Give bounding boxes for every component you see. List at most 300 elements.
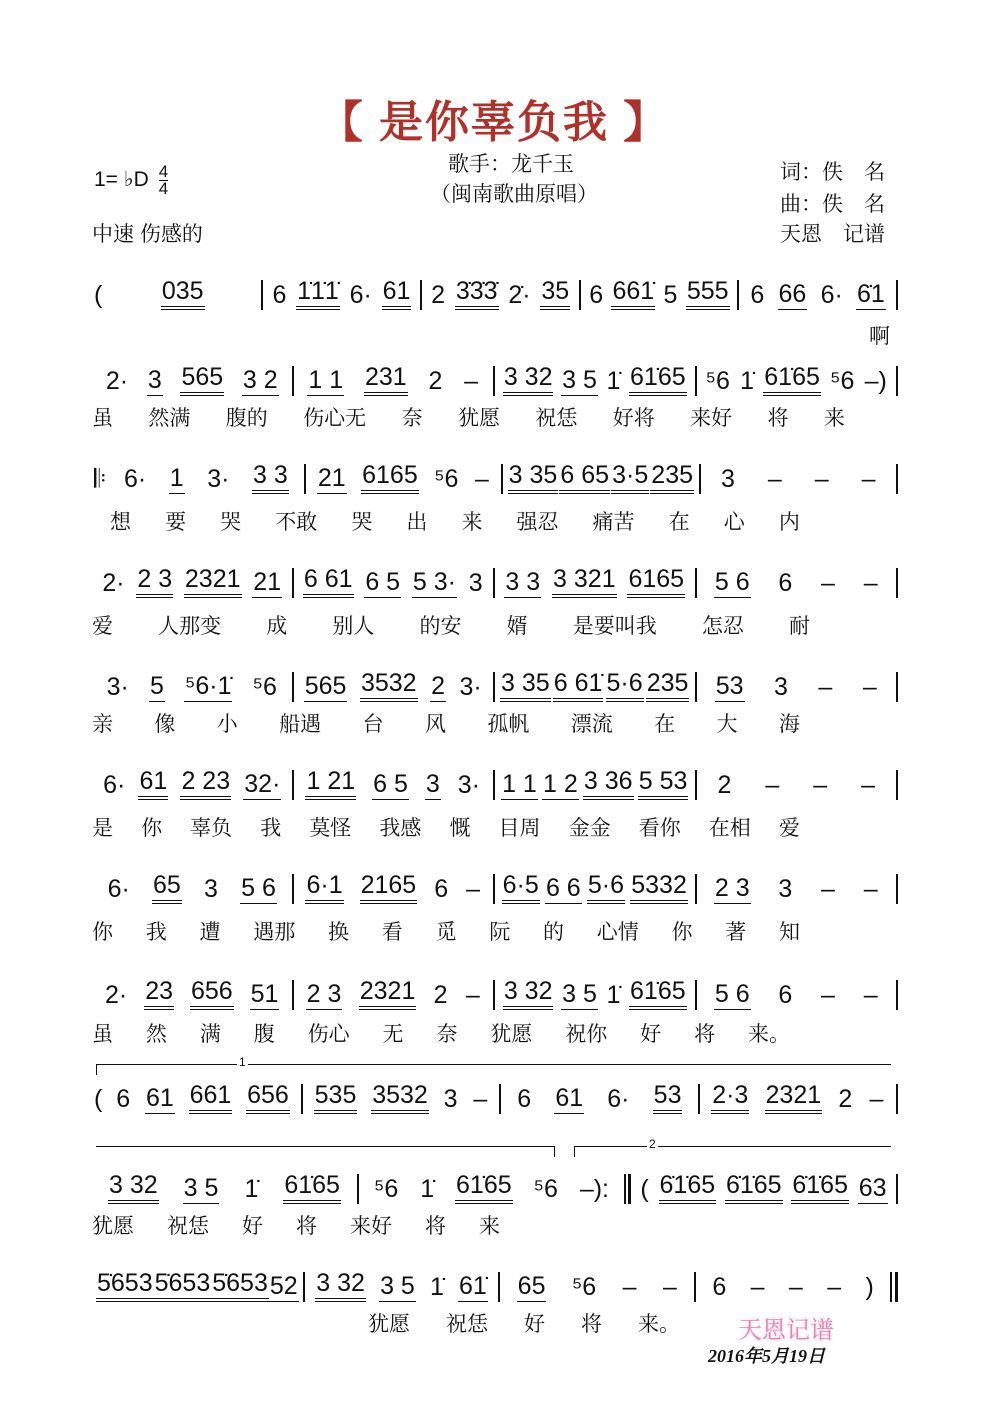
- barline: [896, 568, 898, 598]
- notation-line: [92, 670, 898, 702]
- lyric-syllable: 伤心无: [303, 407, 367, 430]
- note-group: –: [814, 465, 829, 493]
- volta-1-label: 1: [239, 1055, 246, 1069]
- note-group: –: [767, 465, 782, 493]
- note-group: (: [640, 1175, 649, 1203]
- note-group: –: [765, 771, 780, 799]
- repeat-end-barline: [624, 1174, 631, 1204]
- measure: [495, 872, 695, 904]
- note-group: 1̇: [420, 1175, 435, 1203]
- note-group: 3 3: [505, 568, 541, 596]
- lyric-syllable: 像: [154, 713, 176, 736]
- note-group: 6: [778, 569, 793, 597]
- note-group: 61̇65: [763, 364, 821, 396]
- lyric-syllable: 爱: [778, 817, 800, 840]
- lyric-syllable: 船遇: [279, 713, 322, 736]
- measure: [500, 1273, 694, 1302]
- note-group: 3532: [371, 1082, 429, 1114]
- measure: [700, 1082, 896, 1114]
- note-group: 3: [425, 770, 440, 798]
- note-group: –):: [579, 1175, 609, 1203]
- transcriber-stamp: 天恩记谱: [738, 1316, 834, 1344]
- lyrics-line: [92, 708, 800, 738]
- barline: [896, 280, 898, 310]
- notation-line: [92, 364, 898, 396]
- note-group: 3·: [459, 673, 482, 701]
- note-group: ⁵6·1̇: [184, 672, 232, 700]
- note-group: 2: [431, 281, 446, 309]
- note-group: 2·: [105, 367, 129, 395]
- barline: [896, 1084, 898, 1114]
- lyric-syllable: 无: [382, 1023, 404, 1046]
- measure: [631, 1172, 896, 1204]
- note-group: 6̇1̇65: [725, 1172, 783, 1204]
- note-group: 5332: [630, 872, 688, 904]
- measure: [92, 673, 292, 702]
- note-group: 3 3: [252, 462, 289, 494]
- measure: [739, 281, 896, 310]
- note-group: 3 32: [503, 978, 554, 1010]
- key: 1= ♭D: [94, 168, 149, 192]
- note-group: 565: [180, 364, 224, 396]
- lyric-syllable: 痛苦: [592, 511, 635, 534]
- note-group: 3 5: [562, 366, 597, 394]
- notation-line: [92, 566, 898, 598]
- note-group: –: [788, 1273, 803, 1301]
- singer: 歌手：龙千玉: [448, 153, 574, 176]
- lyric-syllable: 你: [141, 817, 163, 840]
- measure: [306, 462, 501, 494]
- note-group: 3: [468, 569, 483, 597]
- measure: [108, 462, 303, 494]
- note-group: –: [827, 1273, 842, 1301]
- lyric-syllable: 是要叫我: [572, 615, 657, 638]
- lyric-syllable: 婿: [506, 615, 528, 638]
- note-group: 61̇65: [283, 1172, 341, 1204]
- note-group: 535: [314, 1082, 358, 1114]
- lyric-syllable: 犹愿: [457, 407, 500, 430]
- note-group: 5 53: [638, 768, 689, 800]
- lyric-syllable: 在: [654, 713, 676, 736]
- lyricist: 词：佚 名: [780, 161, 885, 184]
- note-group: 6 61: [303, 566, 354, 598]
- note-group: 1̇: [244, 1175, 259, 1203]
- measure: [697, 673, 897, 702]
- lyric-syllable: 辜负: [190, 817, 233, 840]
- note-group: 3·5: [611, 462, 649, 494]
- note-group: 6·: [107, 875, 130, 903]
- note-group: –: [863, 569, 878, 597]
- measure: [495, 364, 695, 396]
- lyrics-line: [92, 402, 845, 432]
- note-group: –: [622, 1273, 637, 1301]
- note-group: –: [869, 1085, 884, 1113]
- note-group: –: [474, 465, 489, 493]
- note-group: 3: [778, 875, 793, 903]
- note-group: 6 61̇: [553, 670, 604, 702]
- lyric-syllable: 犹愿: [368, 1313, 410, 1336]
- lyric-syllable: 将: [767, 407, 789, 430]
- notation-line: [92, 462, 898, 494]
- note-group: 3 32: [108, 1172, 159, 1204]
- note-group: 35: [540, 278, 570, 310]
- lyric-syllable: 目周: [498, 817, 541, 840]
- measure: [697, 981, 897, 1010]
- note-group: ): [865, 1273, 874, 1301]
- note-group: 3: [774, 673, 788, 701]
- lyric-syllable: 来。: [747, 1023, 790, 1046]
- barline: [896, 464, 898, 494]
- note-group: 32·: [244, 770, 281, 798]
- lyrics-line: [110, 506, 800, 536]
- lyric-syllable: 我: [260, 817, 282, 840]
- measure: [501, 1082, 697, 1114]
- measure: [697, 772, 897, 800]
- note-group: 53: [653, 1082, 683, 1114]
- note-group: 6·: [820, 281, 843, 309]
- note-group: ⁵6: [571, 1273, 597, 1301]
- note-group: 6·5: [502, 872, 540, 904]
- note-group: 6 6: [545, 874, 581, 902]
- note-group: –: [821, 875, 835, 903]
- lyric-syllable: 将: [581, 1313, 602, 1336]
- note-group: ⁵6: [373, 1175, 399, 1203]
- note-group: 3 5: [183, 1174, 219, 1202]
- lyric-syllable: 换: [328, 921, 349, 944]
- note-group: 231: [364, 364, 408, 396]
- repeat-start-sign: 𝄆: [94, 465, 107, 493]
- note-group: 5: [149, 672, 164, 700]
- lyric-syllable: 知: [779, 921, 800, 944]
- note-group: –: [466, 875, 480, 903]
- lyrics-line: [92, 812, 800, 842]
- note-group: 6: [434, 875, 449, 903]
- note-group: 6̇1̇65: [791, 1172, 849, 1204]
- notation-line: [92, 1270, 898, 1302]
- note-group: –: [818, 673, 833, 701]
- open-paren: (: [94, 281, 103, 309]
- original-singer-note: （闽南歌曲原唱）: [430, 183, 598, 206]
- lyric-syllable: 好: [524, 1313, 545, 1336]
- note-group: 661̇: [611, 278, 655, 310]
- note-group: ⁵6: [252, 673, 277, 701]
- note-group: 656: [190, 978, 234, 1010]
- note-group: 2 23: [180, 768, 231, 800]
- lyric-syllable: 我感: [379, 817, 422, 840]
- lyrics-line: [92, 1210, 500, 1240]
- note-group: 2321: [765, 1082, 823, 1114]
- lyric-syllable: 将: [425, 1215, 446, 1238]
- measure: [104, 278, 261, 310]
- notation-line: [92, 1082, 898, 1114]
- lyric-syllable: 然满: [148, 407, 191, 430]
- note-group: 656: [246, 1082, 290, 1114]
- volta-1-bracket-cont: [96, 1146, 555, 1157]
- note-group: –: [663, 1273, 677, 1301]
- lyric-syllable: 好将: [612, 407, 655, 430]
- lyric-syllable: 我: [145, 921, 167, 944]
- note-group: 6 5: [365, 568, 401, 596]
- lyric-syllable: 别人: [332, 615, 375, 638]
- note-group: –: [464, 367, 479, 395]
- lyric-syllable: 看: [381, 921, 403, 944]
- note-group: 6: [750, 281, 765, 309]
- measure: [495, 670, 695, 702]
- date: 2016年5月19日: [708, 1346, 825, 1366]
- note-group: 1̇: [740, 367, 755, 395]
- measure: [581, 278, 738, 310]
- note-group: –: [863, 875, 878, 903]
- measure: [104, 1082, 300, 1114]
- note-group: 565: [304, 672, 347, 700]
- note-group: 235: [646, 670, 690, 702]
- measure: [495, 566, 695, 598]
- lyric-syllable: 强忍: [516, 511, 559, 534]
- note-group: 2·: [102, 569, 125, 597]
- note-group: 5 6: [714, 980, 750, 1008]
- lyric-syllable: 著: [725, 921, 747, 944]
- note-group: 2: [431, 672, 445, 700]
- notation-line: [92, 1172, 898, 1204]
- note-group: 1: [169, 464, 184, 492]
- measure: [422, 278, 579, 310]
- note-group: 61: [138, 768, 168, 800]
- note-group: 1 21: [305, 768, 356, 800]
- measure: [294, 364, 494, 396]
- note-group: 3 5: [562, 980, 597, 1008]
- lyric-syllable: 来好: [690, 407, 733, 430]
- note-group: 1 1: [308, 366, 344, 394]
- lyric-syllable: 要: [165, 511, 187, 534]
- note-group: 65: [152, 872, 182, 904]
- note-group: 3 5: [380, 1272, 415, 1300]
- lyric-syllable: 的安: [419, 615, 462, 638]
- lyric-syllable: 小: [216, 713, 238, 736]
- measure: [495, 768, 695, 800]
- note-group: 61̇65: [455, 1172, 513, 1204]
- note-group: 5 3·: [412, 568, 456, 596]
- note-group: 3·: [457, 771, 480, 799]
- time-signature: [159, 164, 168, 197]
- lyric-syllable: 哭: [220, 511, 242, 534]
- note-group: 6·: [103, 771, 126, 799]
- note-group: 2165: [360, 872, 418, 904]
- note-group: 3 2: [242, 366, 278, 394]
- measure: [294, 566, 494, 598]
- note-group: 3 36: [583, 768, 634, 800]
- note-group: 3·: [207, 465, 230, 493]
- lyric-syllable: 遭: [199, 921, 221, 944]
- barline: [896, 874, 898, 904]
- lyric-syllable: 慨: [449, 817, 471, 840]
- note-group: 53: [715, 672, 744, 700]
- lyric-syllable: 腹的: [225, 407, 268, 430]
- note-group: 6: [589, 281, 604, 309]
- lyric-syllable: 阮: [489, 921, 511, 944]
- lyric-syllable: 的: [543, 921, 564, 944]
- notation-line: [92, 978, 898, 1010]
- barline: [896, 770, 898, 800]
- note-group: 51: [250, 980, 279, 1008]
- measure: [305, 1270, 499, 1302]
- note-group: 1̇1̇1̇: [296, 278, 340, 310]
- lyric-syllable: 亲: [92, 713, 113, 736]
- note-group: 2·3: [711, 1082, 749, 1114]
- lyric-syllable: 然: [145, 1023, 167, 1046]
- lyric-syllable: 奈: [436, 1023, 458, 1046]
- note-group: 3̇3̇3̇: [455, 278, 499, 310]
- note-group: 3 32: [503, 364, 554, 396]
- lyric-syllable: 虽: [92, 407, 113, 430]
- note-group: –: [863, 981, 878, 1009]
- lyric-syllable: 将: [694, 1023, 716, 1046]
- lyric-syllable: 来好: [350, 1215, 392, 1238]
- notation-line: [92, 768, 898, 800]
- note-group: 2 3: [714, 874, 750, 902]
- lyric-syllable: 心: [723, 511, 745, 534]
- measure: [263, 278, 420, 310]
- note-group: 235: [650, 462, 694, 494]
- barline: [896, 980, 898, 1010]
- note-group: 5·6: [606, 670, 644, 702]
- note-group: 61̇65: [629, 364, 687, 396]
- volta-2-label: 2: [649, 1137, 656, 1151]
- note-group: 6̇1̇65: [659, 1172, 717, 1204]
- lyrics-line: [92, 610, 810, 640]
- note-group: 3: [147, 366, 162, 394]
- note-group: 63: [858, 1174, 887, 1202]
- lyric-syllable: 人那变: [158, 615, 222, 638]
- note-group: 6: [712, 1273, 727, 1301]
- note-group: 3: [443, 1085, 458, 1113]
- note-group: –): [864, 367, 887, 395]
- lyric-syllable: 是: [92, 817, 113, 840]
- measure: [92, 364, 292, 396]
- note-group: –: [813, 771, 828, 799]
- note-group: 61: [145, 1084, 174, 1112]
- lyric-syllable: 虽: [92, 1023, 113, 1046]
- note-group: 1̇: [606, 981, 621, 1009]
- note-group: ⁵6: [533, 1175, 558, 1203]
- note-group: 6 65: [559, 462, 610, 494]
- note-group: 035: [161, 278, 205, 310]
- lyric-syllable: 啊: [869, 325, 890, 348]
- lyric-syllable: 内: [778, 511, 800, 534]
- note-group: 5̇653: [211, 1270, 269, 1302]
- key-signature: [94, 164, 168, 197]
- measure: [294, 768, 494, 800]
- song-title: 【 是你辜负我 】: [318, 98, 670, 147]
- measure: [92, 978, 292, 1010]
- measure: [294, 978, 494, 1010]
- lyric-syllable: 祝恁: [167, 1215, 209, 1238]
- measure: [697, 569, 897, 598]
- note-group: 21: [317, 464, 346, 492]
- lyric-syllable: 你: [92, 921, 113, 944]
- note-group: 6·: [123, 465, 147, 493]
- measure: [294, 872, 494, 904]
- measure: [92, 1172, 357, 1204]
- note-group: 661: [189, 1082, 233, 1114]
- lyric-syllable: 大: [716, 713, 738, 736]
- note-group: 6: [116, 1085, 131, 1113]
- note-group: 1 2: [543, 770, 578, 798]
- note-group: 3 35: [500, 670, 551, 702]
- lyric-syllable: 成: [266, 615, 288, 638]
- measure: [503, 462, 698, 494]
- note-group: 61: [382, 278, 412, 310]
- note-group: 3532: [360, 670, 418, 702]
- note-group: 555: [686, 278, 730, 310]
- note-group: 6·: [607, 1085, 630, 1113]
- note-group: ⁵6: [705, 367, 730, 395]
- note-group: 6: [272, 281, 287, 309]
- measure: [697, 875, 897, 904]
- note-group: 3 32: [315, 1270, 366, 1302]
- volta-2-bracket: [574, 1137, 891, 1157]
- note-group: 3: [204, 875, 218, 903]
- lyric-syllable: 伤心: [307, 1023, 350, 1046]
- lyric-syllable: 好: [640, 1023, 662, 1046]
- lyric-syllable: 腹: [253, 1023, 275, 1046]
- lyric-syllable: 金金: [568, 817, 611, 840]
- lyrics-line: [820, 320, 890, 350]
- lyric-syllable: 孤帆: [487, 713, 530, 736]
- notation-line: [92, 872, 898, 904]
- note-group: 2321: [184, 566, 242, 598]
- measure: [92, 566, 292, 598]
- note-group: ⁵6: [434, 465, 459, 493]
- lyric-syllable: 爱: [92, 615, 113, 638]
- lyric-syllable: 你: [671, 921, 693, 944]
- lyric-syllable: 觅: [435, 921, 457, 944]
- note-group: 1̇: [606, 367, 621, 395]
- note-group: –: [750, 1273, 765, 1301]
- note-group: 5̇653: [154, 1270, 212, 1302]
- lyric-syllable: 海: [778, 713, 800, 736]
- lyric-syllable: 心情: [596, 921, 639, 944]
- lyric-syllable: 不敢: [275, 511, 318, 534]
- lyric-syllable: 满: [199, 1023, 221, 1046]
- lyrics-line: [92, 916, 800, 946]
- note-group: 2̇·: [508, 281, 531, 309]
- measure: [92, 1270, 303, 1302]
- note-group: ⁵6: [830, 367, 855, 395]
- lyric-syllable: 哭: [351, 511, 373, 534]
- note-group: 66: [778, 280, 807, 308]
- note-group: 21: [253, 568, 282, 596]
- note-group: 1 1: [502, 770, 537, 798]
- note-group: –: [862, 673, 877, 701]
- note-group: 2·: [104, 981, 128, 1009]
- lyric-syllable: 怎忍: [701, 615, 744, 638]
- note-group: 1̇: [429, 1273, 444, 1301]
- barline: [896, 1174, 898, 1204]
- note-group: 6: [517, 1085, 532, 1113]
- note-group: 61̇: [459, 1272, 487, 1300]
- note-group: 2: [428, 367, 443, 395]
- note-group: –: [465, 981, 480, 1009]
- note-group: –: [821, 569, 835, 597]
- final-barline: [890, 1272, 898, 1302]
- lyric-syllable: 祝恁: [446, 1313, 488, 1336]
- note-group: 6: [778, 981, 793, 1009]
- note-group: 3: [721, 465, 735, 493]
- note-group: 5·6: [587, 872, 625, 904]
- measure: [701, 466, 896, 494]
- time-sig-bottom: 4: [158, 179, 169, 198]
- note-group: –: [821, 981, 835, 1009]
